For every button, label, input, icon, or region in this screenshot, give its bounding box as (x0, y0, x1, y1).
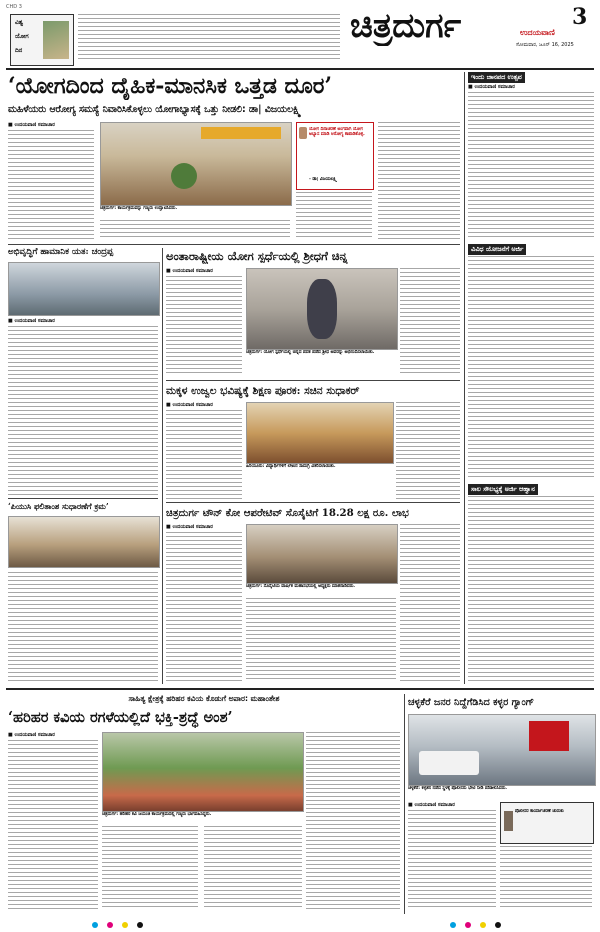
lead-quote-author: - ಡಾ| ವಿಜಯಲಕ್ಷ್ಮಿ (309, 177, 337, 182)
bottom-section-rule (6, 688, 594, 690)
lead-col2-text (100, 220, 290, 240)
harihara-byline: ■ ಉದಯವಾಣಿ ಸಮಾಚಾರ (8, 732, 55, 738)
left-story1-text (8, 326, 158, 496)
education-headline: ಮಕ್ಕಳ ಉಜ್ವಲ ಭವಿಷ್ಯಕ್ಕೆ ಶಿಕ್ಷಣ ಪೂರಕ: ಸಚಿನ ಸುಧಾಕರ್ (166, 385, 360, 397)
bank-headline: ಚಿತ್ರದುರ್ಗ ಟೌನ್ ಕೋ ಆಪರೇಟಿವ್ ಸೊಸೈಟಿಗೆ 18.28 ಲಕ್ಷ ರೂ. ಲಾಭ (166, 507, 410, 519)
lead-photo-plant (171, 163, 197, 189)
bank-col2-text (246, 598, 396, 682)
lead-subheadline: ಮಹಿಳೆಯರು ಆರೋಗ್ಯ ಸಮಸ್ಯೆ ನಿವಾರಿಸಿಕೊಳ್ಳಲು ಯೋಗಾಭ್ಯಾಸಕ್ಕೆ ಒತ್ತು ನೀಡಲಿ: ಡಾ| ವಿಜಯಲಕ್ಷ್ಮಿ (8, 104, 301, 115)
masthead-rule (6, 68, 594, 70)
thieves-info-box (500, 802, 594, 844)
lead-col1-text (8, 130, 94, 240)
thieves-col1-text (408, 810, 496, 910)
left-badge-2: ಯೋಗ (15, 33, 29, 40)
right-story3-title: ಸಾಲ ಸೌಲಭ್ಯಕ್ಕೆ ಅರ್ಜಿ ಆಹ್ವಾನ (468, 484, 538, 495)
lead-photo-banner (201, 127, 281, 139)
yoga-col1-text (166, 276, 242, 376)
left-story1-title: ಅಭಿವೃದ್ಧಿಗೆ ಹಾಮಾನಿಕ ಯತ: ಚಂದ್ರಪ್ಪ (8, 248, 114, 257)
bank-col3-text (400, 524, 460, 682)
right-story1-text (468, 92, 594, 240)
left-byline-1: ■ ಉದಯವಾಣಿ ಸಮಾಚಾರ (8, 318, 55, 324)
left-story2-photo (8, 516, 160, 568)
yoga-headline: ಅಂತಾರಾಷ್ಟ್ರೀಯ ಯೋಗ ಸ್ಪರ್ಧೆಯಲ್ಲಿ ಶ್ರೀಧಗೆ ಚಿನ್ನ (166, 249, 348, 263)
thieves-photo (408, 714, 596, 786)
right-column-divider (464, 72, 465, 684)
left-badge-3: ದಿನ (15, 47, 23, 54)
right-byline-1: ■ ಉದಯವಾಣಿ ಸಮಾಚಾರ (468, 84, 515, 90)
thieves-photo-vehicle (419, 751, 479, 775)
education-col2-text (396, 402, 460, 500)
thieves-col2-text (500, 846, 592, 910)
education-caption: ಹಿರಿಯೂರು: ವಿದ್ಯಾರ್ಥಿಗಳಿಗೆ ಲೇಖನ ಸಾಮಗ್ರಿ ವಿತರಿಸಲಾಯಿತು. (246, 464, 336, 469)
yoga-photo-figure (307, 279, 337, 339)
edition-tag: CHD 3 (6, 4, 22, 10)
lead-quote-box (296, 122, 374, 190)
issue-date: ಸೋಮವಾರ, ಜೂನ್ 16, 2025 (516, 42, 574, 48)
thieves-photo-building (529, 721, 569, 751)
bank-byline: ■ ಉದಯವಾಣಿ ಸಮಾಚಾರ (166, 524, 213, 530)
yoga-byline: ■ ಉದಯವಾಣಿ ಸಮಾಚಾರ (166, 268, 213, 274)
paper-name: ಉದಯವಾಣಿ (520, 28, 555, 37)
harihara-col2-text (102, 826, 198, 910)
harihara-caption: ಚಿತ್ರದುರ್ಗ: ಹರಿಹರ ಕವಿ ಜಯಂತಿ ಕಾರ್ಯಕ್ರಮದಲ್ಲಿ ಗಣ್ಯರು ಭಾಗವಹಿಸಿದ್ದರು. (102, 812, 212, 817)
left-badge-1: ವಿಶ್ವ (15, 19, 24, 26)
right-story1-title: ಇಂದು ಜಾನಪದ ಉತ್ಸವ (468, 72, 525, 83)
harihara-col4-text (306, 732, 400, 910)
bank-col1-text (166, 532, 242, 682)
lead-photo (100, 122, 292, 206)
education-bottom-rule (166, 502, 460, 503)
right-story2-title: ವಿವಿಧ ಯೋಜನೆಗೆ ಅರ್ಜಿ (468, 244, 526, 255)
bank-photo (246, 524, 398, 584)
thieves-caption: ಚಳ್ಳಕೆರೆ: ಕಳ್ಳತನ ನಡೆದ ಸ್ಥಳಕ್ಕೆ ಪೊಲೀಸರು ಭೇಟಿ ನೀಡಿ ಪರಿಶೀಲಿಸಿದರು. (408, 786, 508, 791)
lead-col3-text (296, 192, 372, 240)
quote-portrait (299, 127, 307, 139)
yoga-caption: ಚಿತ್ರದುರ್ಗ: ಯೋಗ ಸ್ಪರ್ಧೆಯಲ್ಲಿ ಚಿನ್ನದ ಪದಕ ಪಡೆದ ಶ್ರೀಧ ಅವರನ್ನು ಅಭಿನಂದಿಸಲಾಯಿತು. (246, 350, 375, 355)
thieves-byline: ■ ಉದಯವಾಣಿ ಸಮಾಚಾರ (408, 802, 455, 808)
thieves-info-photo (504, 811, 513, 831)
left-story2-title: ‘ಪಿಯುಸಿ ಫಲಿತಾಂಶ ಸುಧಾರಣೆಗೆ ಕ್ರಮ’ (8, 502, 109, 511)
right-story3-text (468, 496, 594, 682)
harihara-col1-text (8, 740, 98, 910)
yoga-photo (246, 268, 398, 350)
thieves-headline: ಚಳ್ಳಕೆರೆ ಜನರ ನಿದ್ದೆಗೆಡಿಸಿದ ಕಳ್ಳರ ಗ್ಯಾಂಗ್ (408, 697, 535, 708)
education-col1-text (166, 410, 242, 500)
right-story2-text (468, 256, 594, 480)
left-mid-rule (8, 498, 158, 499)
left-story1-photo (8, 262, 160, 316)
lead-bottom-rule (8, 244, 460, 245)
masthead-notice-text (78, 14, 340, 62)
harihara-kicker: ಸಾಹಿತ್ಯ ಕ್ಷೇತ್ರಕ್ಕೆ ಹರಿಹರ ಕವಿಯ ಕೊಡುಗೆ ಅಪಾರ: ಮಹಾಂತೇಶ (128, 694, 280, 703)
harihara-headline: ‘ಹರಿಹರ ಕವಿಯ ರಗಳೆಯಲ್ಲಿದೆ ಭಕ್ತಿ-ಶ್ರದ್ಧೆ ಅಂಶ’ (8, 709, 233, 726)
section-name: ಚಿತ್ರದುರ್ಗ (350, 6, 462, 46)
harihara-col3-text (204, 826, 302, 910)
registration-marks-right (450, 913, 510, 921)
thieves-info-text: ಪೊಲೀಸರ ಕಾರ್ಯಾಚರಣೆ ಚುರುಕು (515, 809, 564, 814)
yoga-col2-text (400, 268, 460, 376)
lead-col4-text (378, 122, 460, 240)
masthead-left-box (10, 14, 74, 66)
education-byline: ■ ಉದಯವಾಣಿ ಸಮಾಚಾರ (166, 402, 213, 408)
page-number: 3 (572, 4, 588, 30)
yoga-bottom-rule (166, 380, 460, 381)
lead-quote: ಯೋಗ ದಿನಾಚರಣೆ ಅಂಗವಾಗಿ ಯೋಗ ಅಭ್ಯಾಸ ಮಾಡಿ ಆರೋಗ್ಯ ಕಾಪಾಡಿಕೊಳ್ಳಿ. (309, 127, 365, 138)
bank-caption: ಚಿತ್ರದುರ್ಗ: ಸೊಸೈಟಿಯ ವಾರ್ಷಿಕ ಮಹಾಸಭೆಯಲ್ಲಿ ಅಧ್ಯಕ್ಷರು ಮಾತನಾಡಿದರು. (246, 584, 356, 589)
registration-marks (92, 913, 152, 921)
lead-photo-caption: ಚಿತ್ರದುರ್ಗ: ಕಾರ್ಯಕ್ರಮವನ್ನು ಗಣ್ಯರು ಉದ್ಘಾಟಿಸಿದರು. (100, 206, 178, 211)
lead-headline: ‘ಯೋಗದಿಂದ ದೈಹಿಕ-ಮಾನಸಿಕ ಒತ್ತಡ ದೂರ’ (8, 73, 333, 99)
bottom-column-divider (404, 694, 405, 914)
left-column-divider (162, 248, 163, 684)
left-story2-text (8, 572, 158, 682)
lead-byline: ■ ಉದಯವಾಣಿ ಸಮಾಚಾರ (8, 122, 55, 128)
education-photo (246, 402, 394, 464)
harihara-photo (102, 732, 304, 812)
masthead-thumb-photo (43, 21, 69, 59)
